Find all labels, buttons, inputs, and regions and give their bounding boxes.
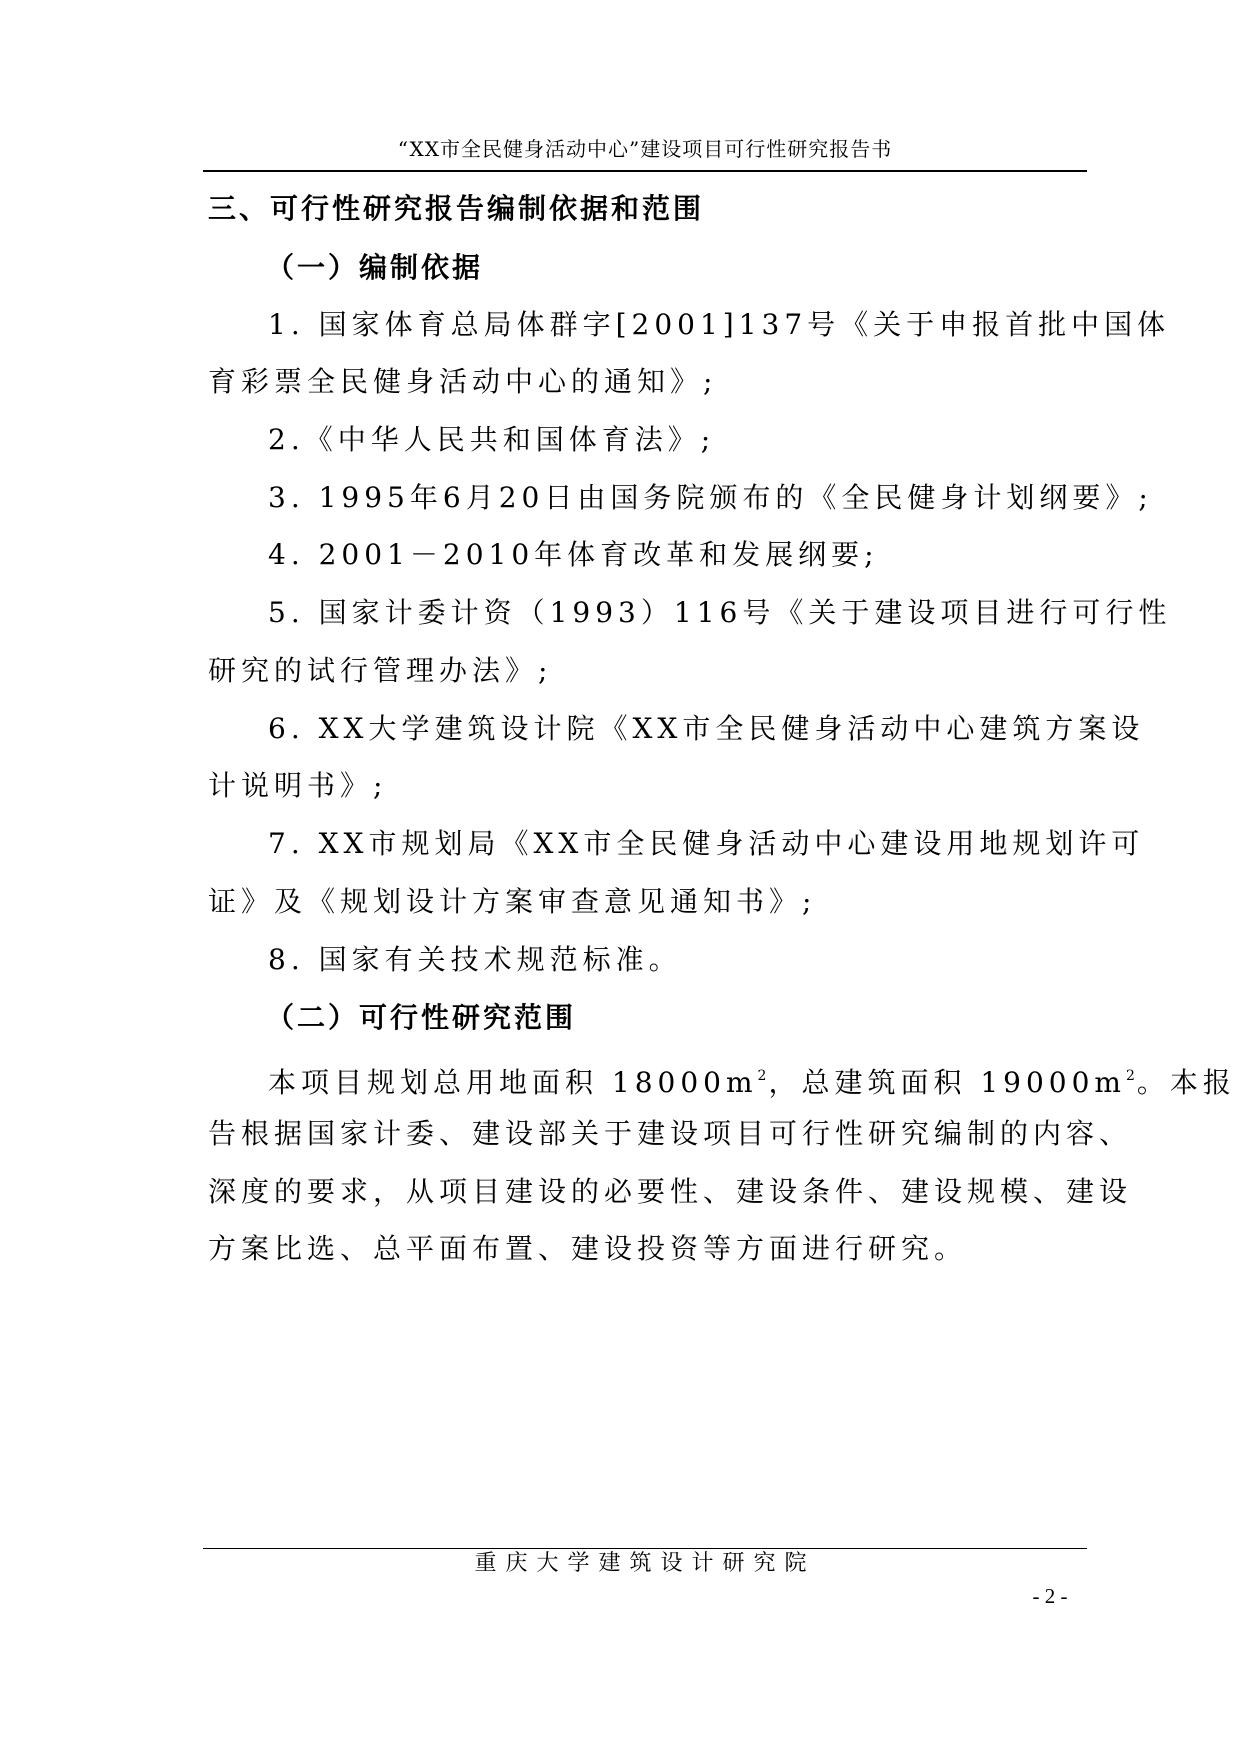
scope-building-area-text: ，总建筑面积 19000m bbox=[768, 1066, 1126, 1099]
basis-item-1-cont: 育彩票全民健身活动中心的通知》; bbox=[208, 365, 718, 398]
scope-land-area-text: 本项目规划总用地面积 18000m bbox=[268, 1066, 758, 1099]
page-number: - 2 - bbox=[1032, 1584, 1068, 1608]
superscript-2: 2 bbox=[757, 1068, 769, 1084]
scope-paragraph-line-3: 深度的要求，从项目建设的必要性、建设条件、建设规模、建设 bbox=[208, 1175, 1133, 1208]
basis-item-1: 1. 国家体育总局体群字[2001]137号《关于申报首批中国体 bbox=[268, 308, 1171, 341]
basis-item-7: 7. XX市规划局《XX市全民健身活动中心建设用地规划许可 bbox=[268, 827, 1145, 860]
scope-paragraph-line-4: 方案比选、总平面布置、建设投资等方面进行研究。 bbox=[208, 1232, 968, 1265]
subsection-heading-basis: （一）编制依据 bbox=[266, 251, 484, 284]
basis-item-2: 2.《中华人民共和国体育法》; bbox=[268, 423, 716, 456]
basis-item-7-cont: 证》及《规划设计方案审查意见通知书》; bbox=[208, 885, 817, 918]
basis-item-6-cont: 计说明书》; bbox=[208, 769, 388, 802]
basis-item-6: 6. XX大学建筑设计院《XX市全民健身活动中心建筑方案设 bbox=[268, 712, 1145, 745]
section-heading: 三、可行性研究报告编制依据和范围 bbox=[208, 192, 705, 225]
subsection-heading-scope: （二）可行性研究范围 bbox=[266, 1001, 577, 1034]
footer-divider bbox=[203, 1548, 1087, 1549]
basis-item-5-cont: 研究的试行管理办法》; bbox=[208, 654, 553, 687]
header-divider bbox=[203, 170, 1087, 172]
basis-item-3: 3. 1995年6月20日由国务院颁布的《全民健身计划纲要》; bbox=[268, 481, 1153, 514]
footer-organization: 重庆大学建筑设计研究院 bbox=[474, 1551, 816, 1576]
scope-paragraph-line-2: 告根据国家计委、建设部关于建设项目可行性研究编制的内容、 bbox=[208, 1117, 1133, 1150]
basis-item-8: 8. 国家有关技术规范标准。 bbox=[268, 943, 682, 976]
superscript-2: 2 bbox=[1125, 1068, 1137, 1084]
scope-line-1-end: 。本报 bbox=[1136, 1066, 1236, 1099]
page-header: “XX市全民健身活动中心”建设项目可行性研究报告书 bbox=[397, 137, 893, 161]
scope-paragraph-line-1 bbox=[268, 1056, 1236, 1103]
basis-item-4: 4. 2001－2010年体育改革和发展纲要; bbox=[268, 538, 879, 571]
basis-item-5: 5. 国家计委计资（1993）116号《关于建设项目进行可行性 bbox=[268, 596, 1172, 629]
